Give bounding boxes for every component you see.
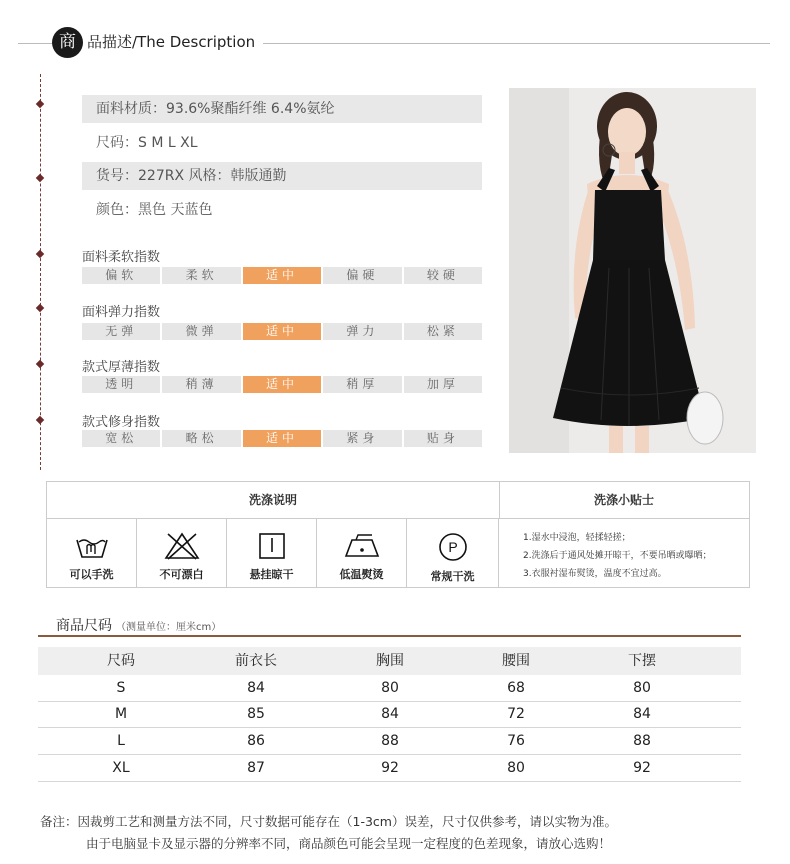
care-label: 可以手洗 xyxy=(69,568,114,581)
size-cell: 88 xyxy=(381,733,399,749)
spec-color: 颜色：黑色 天蓝色 xyxy=(96,202,213,218)
timeline-dot xyxy=(36,100,44,108)
size-cell: 84 xyxy=(247,680,265,696)
index-option-selected: 适中 xyxy=(243,323,321,340)
care-item xyxy=(407,518,499,588)
care-item xyxy=(317,518,407,588)
size-rule xyxy=(38,635,741,637)
spec-material: 面料材质：93.6%聚酯纤维 6.4%氨纶 xyxy=(82,95,482,123)
index-title: 面料柔软指数 xyxy=(82,250,161,265)
index-option: 较硬 xyxy=(404,267,482,284)
hand-wash-icon xyxy=(75,532,109,560)
timeline-dot xyxy=(36,250,44,258)
low-iron-icon xyxy=(342,532,382,560)
index-option: 加厚 xyxy=(404,376,482,393)
size-title: 商品尺码 xyxy=(56,618,112,634)
dry-clean-icon xyxy=(438,532,468,562)
index-option-selected: 适中 xyxy=(243,376,321,393)
size-header-cell: 胸围 xyxy=(376,653,404,669)
index-option-selected: 适中 xyxy=(243,267,321,284)
size-table-header xyxy=(38,647,741,675)
index-option: 透明 xyxy=(82,376,160,393)
size-row xyxy=(38,729,741,755)
size-cell: 84 xyxy=(381,706,399,722)
size-header-cell: 腰围 xyxy=(502,653,530,669)
care-tips-title: 洗涤小贴士 xyxy=(499,482,749,519)
size-row xyxy=(38,756,741,782)
index-option: 柔软 xyxy=(162,267,240,284)
care-label: 不可漂白 xyxy=(159,568,204,581)
size-cell: 72 xyxy=(507,706,525,722)
size-cell: 80 xyxy=(633,680,651,696)
index-option: 稍薄 xyxy=(162,376,240,393)
index-option: 微弹 xyxy=(162,323,240,340)
care-item xyxy=(47,518,137,588)
care-tip: 2.洗涤后于通风处摊开晾干，不要吊晒或曝晒； xyxy=(523,551,712,561)
size-cell: 76 xyxy=(507,733,525,749)
index-title: 款式修身指数 xyxy=(82,415,161,430)
spec-size: 尺码：S M L XL xyxy=(96,135,198,151)
size-section-title xyxy=(56,615,221,635)
note-line: 备注：因裁剪工艺和测量方法不同，尺寸数据可能存在（1-3cm）误差，尺寸仅供参考，请以实物为准。 xyxy=(40,814,617,829)
index-option-selected: 适中 xyxy=(243,430,321,447)
index-bar-fit xyxy=(82,430,482,447)
size-cell: 80 xyxy=(507,760,525,776)
index-option: 略松 xyxy=(162,430,240,447)
size-cell: 86 xyxy=(247,733,265,749)
index-bar-elasticity xyxy=(82,323,482,340)
hang-dry-icon xyxy=(257,532,287,560)
index-bar-softness xyxy=(82,267,482,284)
index-option: 弹力 xyxy=(323,323,401,340)
size-cell: 92 xyxy=(381,760,399,776)
size-header-cell: 尺码 xyxy=(107,653,135,669)
header-badge: 商 xyxy=(52,27,83,58)
index-option: 偏硬 xyxy=(323,267,401,284)
size-cell: 88 xyxy=(633,733,651,749)
care-label: 低温熨烫 xyxy=(339,568,384,581)
care-label: 常规干洗 xyxy=(430,570,475,583)
care-label: 悬挂晾干 xyxy=(249,568,294,581)
care-item xyxy=(227,518,317,588)
timeline-dot xyxy=(36,360,44,368)
note-line: 由于电脑显卡及显示器的分辨率不同，商品颜色可能会呈现一定程度的色差现象，请放心选购！ xyxy=(86,836,612,851)
size-cell: S xyxy=(116,680,126,696)
index-option: 贴身 xyxy=(404,430,482,447)
size-cell: 92 xyxy=(633,760,651,776)
care-title: 洗涤说明 xyxy=(47,482,500,519)
timeline-rule xyxy=(40,74,42,470)
index-option: 松紧 xyxy=(404,323,482,340)
size-row xyxy=(38,702,741,728)
timeline-dot xyxy=(36,304,44,312)
index-title: 面料弹力指数 xyxy=(82,305,161,320)
care-item xyxy=(137,518,227,588)
size-cell: 84 xyxy=(633,706,651,722)
svg-text:P: P xyxy=(447,539,458,555)
size-unit: （测量单位：厘米cm） xyxy=(116,622,222,633)
care-tip: 1.湿水中浸泡，轻揉轻搓； xyxy=(523,533,631,543)
size-cell: M xyxy=(114,706,128,722)
timeline-dot xyxy=(36,416,44,424)
size-row xyxy=(38,676,741,702)
spec-sku-style: 货号：227RX 风格：韩版通勤 xyxy=(82,162,482,190)
timeline-dot xyxy=(36,174,44,182)
index-option: 无弹 xyxy=(82,323,160,340)
size-cell: L xyxy=(117,733,125,749)
index-option: 偏软 xyxy=(82,267,160,284)
index-option: 稍厚 xyxy=(323,376,401,393)
section-title: 品描述/The Description xyxy=(83,31,263,53)
index-title: 款式厚薄指数 xyxy=(82,360,161,375)
product-photo xyxy=(509,88,756,453)
no-bleach-icon xyxy=(163,532,201,560)
size-cell: 87 xyxy=(247,760,265,776)
size-cell: XL xyxy=(112,760,130,776)
care-tip: 3.衣服衬湿布熨烫，温度不宜过高。 xyxy=(523,569,667,579)
index-option: 紧身 xyxy=(323,430,401,447)
index-bar-thickness xyxy=(82,376,482,393)
size-cell: 80 xyxy=(381,680,399,696)
size-header-cell: 前衣长 xyxy=(235,653,277,669)
size-cell: 68 xyxy=(507,680,525,696)
size-cell: 85 xyxy=(247,706,265,722)
index-option: 宽松 xyxy=(82,430,160,447)
size-header-cell: 下摆 xyxy=(628,653,656,669)
